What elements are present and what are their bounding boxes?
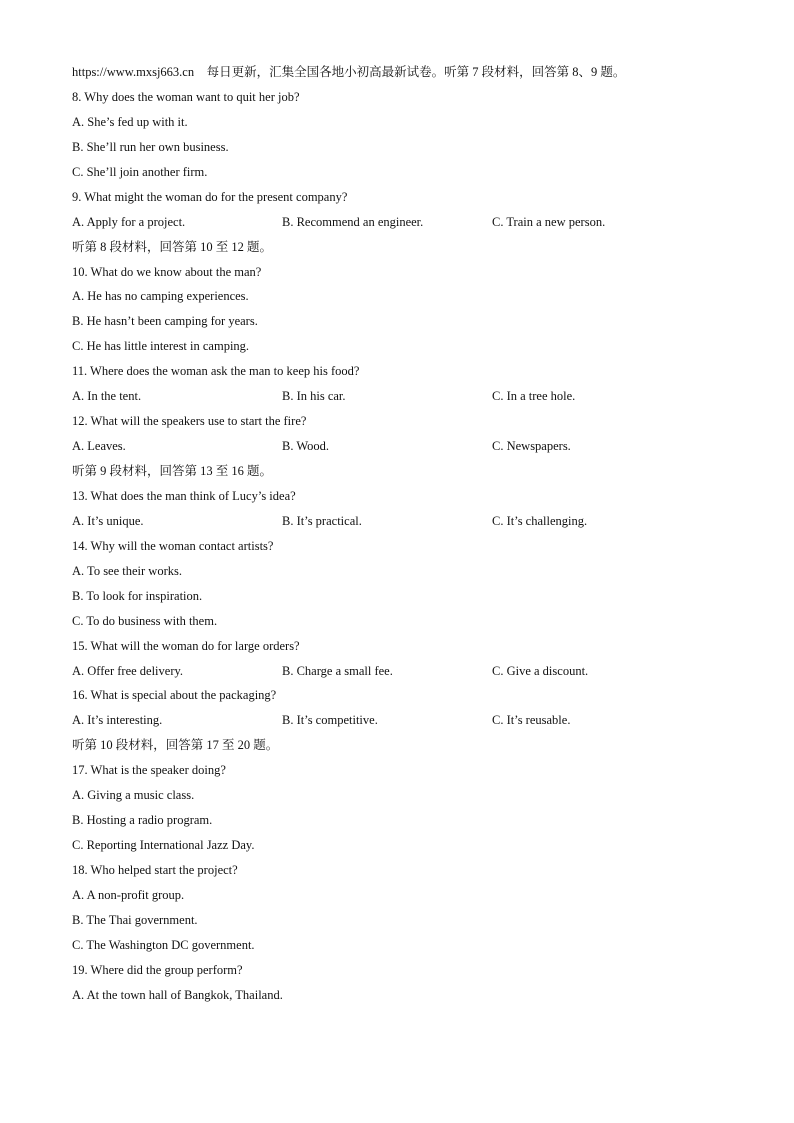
question-stem: 13. What does the man think of Lucy’s idea? bbox=[72, 488, 296, 503]
answer-option: A. In the tent. bbox=[72, 389, 142, 404]
answer-option: A. She’s fed up with it. bbox=[72, 114, 188, 129]
question-stem: 12. What will the speakers use to start the fire? bbox=[72, 414, 307, 429]
section-instruction: 听第 8 段材料，回答第 10 至 12 题。 bbox=[72, 239, 273, 254]
answer-option: A. Leaves. bbox=[72, 439, 126, 454]
answer-option: C. Reporting International Jazz Day. bbox=[72, 838, 255, 853]
answer-option: A. He has no camping experiences. bbox=[72, 289, 249, 304]
answer-option: B. It’s practical. bbox=[282, 513, 362, 528]
answer-option: B. Recommend an engineer. bbox=[282, 214, 424, 229]
option-row bbox=[72, 708, 732, 733]
question-stem: 18. Who helped start the project? bbox=[72, 863, 238, 877]
page-header: https://www.mxsj663.cn 每日更新，汇集全国各地小初高最新试卷。听第 7 段材料，回答第 8、9 题。 bbox=[72, 65, 626, 79]
answer-option: A. At the town hall of Bangkok, Thailand. bbox=[72, 987, 283, 1002]
option-row bbox=[72, 384, 732, 409]
answer-option: C. It’s challenging. bbox=[492, 513, 588, 528]
option-row bbox=[72, 659, 732, 684]
answer-option: C. Give a discount. bbox=[492, 663, 589, 678]
answer-option: B. To look for inspiration. bbox=[72, 588, 203, 603]
answer-option: B. Wood. bbox=[282, 439, 330, 454]
answer-option: B. In his car. bbox=[282, 389, 346, 404]
option-row bbox=[72, 210, 732, 235]
listening-questions bbox=[72, 85, 732, 1008]
answer-option: A. Offer free delivery. bbox=[72, 663, 184, 678]
answer-option: C. He has little interest in camping. bbox=[72, 339, 250, 354]
answer-option: A. Giving a music class. bbox=[72, 788, 195, 803]
answer-option: C. She’ll join another firm. bbox=[72, 164, 208, 179]
answer-option: A. It’s interesting. bbox=[72, 713, 163, 728]
option-row bbox=[72, 509, 732, 534]
answer-option: B. Charge a small fee. bbox=[282, 663, 393, 678]
answer-option: A. Apply for a project. bbox=[72, 214, 186, 229]
answer-option: C. Newspapers. bbox=[492, 439, 571, 454]
option-row bbox=[72, 434, 732, 459]
question-stem: 10. What do we know about the man? bbox=[72, 264, 262, 279]
answer-option: B. Hosting a radio program. bbox=[72, 813, 213, 828]
question-stem: 19. Where did the group perform? bbox=[72, 962, 243, 977]
answer-option: C. To do business with them. bbox=[72, 613, 218, 628]
question-stem: 17. What is the speaker doing? bbox=[72, 763, 226, 778]
exam-page bbox=[72, 60, 732, 1008]
answer-option: C. In a tree hole. bbox=[492, 389, 576, 404]
answer-option: B. He hasn’t been camping for years. bbox=[72, 314, 258, 329]
answer-option: C. Train a new person. bbox=[492, 214, 606, 229]
answer-option: B. The Thai government. bbox=[72, 912, 198, 927]
question-stem: 15. What will the woman do for large orders? bbox=[72, 638, 300, 653]
question-stem: 9. What might the woman do for the present company? bbox=[72, 189, 348, 204]
question-stem: 8. Why does the woman want to quit her job? bbox=[72, 89, 300, 104]
answer-option: A. To see their works. bbox=[72, 563, 182, 578]
question-stem: 16. What is special about the packaging? bbox=[72, 688, 277, 703]
answer-option: C. The Washington DC government. bbox=[72, 937, 255, 952]
answer-option: C. It’s reusable. bbox=[492, 713, 571, 728]
section-instruction: 听第 10 段材料，回答第 17 至 20 题。 bbox=[72, 738, 279, 753]
answer-option: A. It’s unique. bbox=[72, 513, 144, 528]
answer-option: B. It’s competitive. bbox=[282, 713, 378, 728]
section-instruction: 听第 9 段材料，回答第 13 至 16 题。 bbox=[72, 464, 273, 478]
question-stem: 11. Where does the woman ask the man to keep his food? bbox=[72, 364, 360, 379]
answer-option: B. She’ll run her own business. bbox=[72, 139, 229, 154]
answer-option: A. A non-profit group. bbox=[72, 887, 185, 902]
question-stem: 14. Why will the woman contact artists? bbox=[72, 538, 274, 553]
